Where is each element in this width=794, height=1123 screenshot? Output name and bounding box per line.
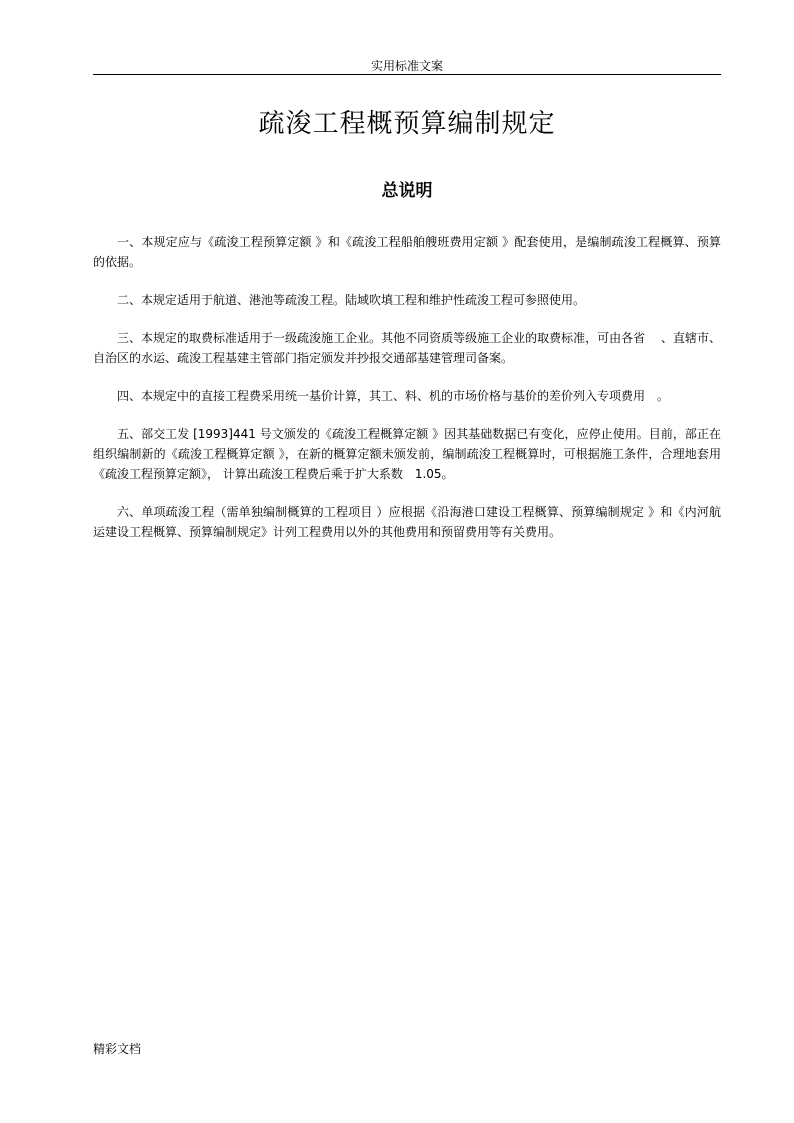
section-heading: 总说明 bbox=[381, 181, 433, 201]
document-title: 疏浚工程概预算编制规定 bbox=[258, 109, 556, 139]
paragraph-4: 四、本规定中的直接工程费采用统一基价计算，其工、料、机的市场价格与基价的差价列入专项费用 。 bbox=[117, 389, 670, 403]
page-header: 实用标准文案 bbox=[370, 59, 443, 73]
page-footer: 精彩文档 bbox=[93, 1042, 142, 1056]
paragraph-5: 五、部交工发 [1993]441 号文颁发的《疏浚工程概算定额 》因其基础数据已有变化，应停止使用。目前，部正在组织编制新的《疏浚工程概算定额 》，在新的概算定额未颁发前，编制疏浚工程概算时，可根据施工条件，合理地套用《疏浚工程预算定额》， 计算出疏浚工程费后乘于扩大系数 1.05。 bbox=[93, 427, 721, 481]
paragraph-2: 二、本规定适用于航道、港池等疏浚工程。陆域吹填工程和维护性疏浚工程可参照使用。 bbox=[117, 293, 586, 307]
paragraph-6: 六、单项疏浚工程（需单独编制概算的工程项目 ）应根据《沿海港口建设工程概算、预算编制规定 》和《内河航运建设工程概算、预算编制规定》计列工程费用以外的其他费用和预留费用等有关费用。 bbox=[93, 505, 721, 539]
document-body bbox=[93, 232, 721, 560]
header-divider bbox=[93, 74, 721, 75]
paragraph-3: 三、本规定的取费标准适用于一级疏浚施工企业。其他不同资质等级施工企业的取费标准，可由各省 、直辖市、自治区的水运、疏浚工程基建主管部门指定颁发并抄报交通部基建管理司备案。 bbox=[93, 331, 721, 365]
paragraph-1: 一、本规定应与《疏浚工程预算定额 》和《疏浚工程船舶艘班费用定额 》配套使用，是编制疏浚工程概算、预算的依据。 bbox=[93, 235, 721, 269]
